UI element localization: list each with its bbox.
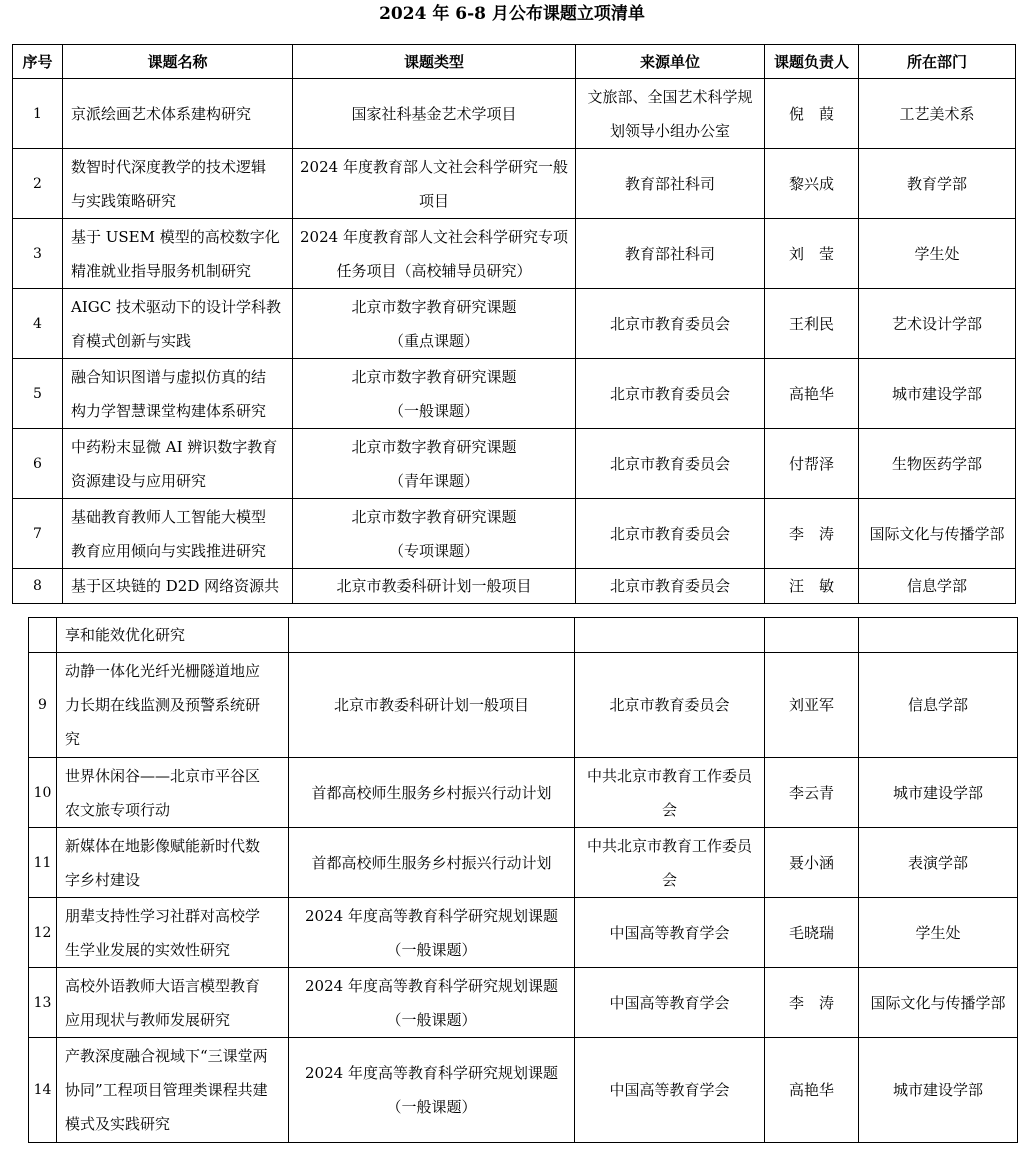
department-cell: 学生处 [859, 898, 1018, 968]
project-leader-cell: 黎兴成 [765, 149, 859, 219]
department-cell: 信息学部 [859, 653, 1018, 758]
source-unit-cell [575, 968, 765, 1038]
project-leader-cell: 李 涛 [765, 968, 859, 1038]
column-header-name: 课题名称 [63, 45, 293, 79]
project-type-line: 2024 年度高等教育科学研究规划课题 [305, 906, 558, 925]
table-row [29, 898, 1018, 968]
column-header-leader: 课题负责人 [765, 45, 859, 79]
table-row [13, 79, 1016, 149]
project-leader-cell: 刘亚军 [765, 653, 859, 758]
project-type-line: 北京市数字教育研究课题 [351, 507, 517, 526]
project-name-line: 字乡村建设 [65, 870, 141, 889]
project-leader-cell: 高艳华 [765, 359, 859, 429]
table-row [29, 1038, 1018, 1143]
project-type-cell [293, 499, 576, 569]
project-leader-cell: 李云青 [765, 758, 859, 828]
project-name-line: 数智时代深度教学的技术逻辑 [71, 157, 267, 176]
project-type-cell [289, 758, 575, 828]
source-unit-cell [575, 758, 765, 828]
row-number-cell: 4 [13, 289, 63, 359]
page-title: 2024 年 6-8 月公布课题立项清单 [379, 4, 645, 24]
row-number-cell: 2 [13, 149, 63, 219]
project-name-cell [57, 653, 289, 758]
source-unit-cell [575, 618, 765, 653]
department-cell: 信息学部 [859, 569, 1016, 604]
row-number-cell: 8 [13, 569, 63, 604]
project-leader-cell: 王利民 [765, 289, 859, 359]
row-number-cell: 9 [29, 653, 57, 758]
table-row [29, 618, 1018, 653]
source-unit-line: 北京市教育委员会 [609, 454, 730, 473]
project-name-cell [57, 828, 289, 898]
project-name-cell [63, 149, 293, 219]
project-type-line: 北京市数字教育研究课题 [351, 367, 517, 386]
project-type-line: 2024 年度教育部人文社会科学研究专项 [300, 227, 568, 246]
project-type-cell [293, 79, 576, 149]
source-unit-cell [576, 429, 765, 499]
project-type-cell [293, 569, 576, 604]
department-cell: 学生处 [859, 219, 1016, 289]
project-name-line: AIGC 技术驱动下的设计学科教 [71, 297, 281, 316]
project-type-line: 2024 年度高等教育科学研究规划课题 [305, 1064, 558, 1082]
project-name-line: 与实践策略研究 [71, 191, 177, 210]
project-table-part-2 [28, 617, 1018, 1143]
project-type-cell [293, 219, 576, 289]
column-header-no: 序号 [13, 45, 63, 79]
source-unit-cell [575, 1038, 765, 1143]
project-type-cell [289, 968, 575, 1038]
source-unit-line: 中国高等教育学会 [609, 1081, 730, 1099]
project-name-line: 基于 USEM 模型的高校数字化 [71, 227, 280, 246]
row-number-cell: 13 [29, 968, 57, 1038]
project-leader-cell: 付帮泽 [765, 429, 859, 499]
project-leader-cell: 汪 敏 [765, 569, 859, 604]
source-unit-line: 北京市教育委员会 [609, 314, 730, 333]
project-name-cell [57, 758, 289, 828]
project-type-line: 项目 [418, 191, 449, 210]
row-number-cell: 6 [13, 429, 63, 499]
project-name-cell [57, 1038, 289, 1143]
row-number-cell: 12 [29, 898, 57, 968]
table-row [13, 219, 1016, 289]
source-unit-line: 北京市教育委员会 [609, 696, 730, 714]
column-header-source: 来源单位 [576, 45, 765, 79]
project-name-line: 资源建设与应用研究 [71, 471, 207, 490]
table-row [13, 359, 1016, 429]
project-name-line: 世界休闲谷——北京市平谷区 [65, 766, 261, 785]
row-number-cell: 5 [13, 359, 63, 429]
project-type-line: 国家社科基金艺术学项目 [351, 104, 517, 123]
project-type-cell [289, 898, 575, 968]
department-cell: 表演学部 [859, 828, 1018, 898]
project-type-cell [289, 618, 575, 653]
table-row [29, 968, 1018, 1038]
project-name-line: 究 [65, 730, 81, 748]
project-name-line: 精准就业指导服务机制研究 [71, 261, 252, 280]
table-row [29, 653, 1018, 758]
table-row [13, 149, 1016, 219]
department-cell: 国际文化与传播学部 [859, 499, 1016, 569]
project-name-line: 新媒体在地影像赋能新时代数 [65, 836, 261, 855]
project-name-line: 中药粉末显微 AI 辨识数字教育 [71, 437, 278, 456]
department-cell: 工艺美术系 [859, 79, 1016, 149]
table-row [13, 569, 1016, 604]
row-number-cell: 7 [13, 499, 63, 569]
project-type-line: （一般课题） [388, 401, 479, 420]
source-unit-line: 中共北京市教育工作委员 [586, 836, 752, 855]
department-cell: 艺术设计学部 [859, 289, 1016, 359]
project-type-cell [293, 429, 576, 499]
project-type-line: 北京市教委科研计划一般项目 [336, 577, 532, 595]
source-unit-cell [576, 359, 765, 429]
row-number-cell: 10 [29, 758, 57, 828]
project-name-cell [63, 429, 293, 499]
project-leader-cell [765, 618, 859, 653]
column-header-type: 课题类型 [293, 45, 576, 79]
project-leader-cell: 倪 葭 [765, 79, 859, 149]
project-type-line: （一般课题） [386, 1010, 477, 1029]
table-row [29, 828, 1018, 898]
project-name-line: 应用现状与教师发展研究 [65, 1010, 231, 1029]
project-name-line: 朋辈支持性学习社群对高校学 [65, 906, 261, 925]
project-name-cell [57, 618, 289, 653]
project-type-line: 北京市数字教育研究课题 [351, 297, 517, 316]
project-type-cell [289, 653, 575, 758]
project-name-cell [63, 79, 293, 149]
project-name-cell [63, 569, 293, 604]
project-name-line: 产教深度融合视域下“三课堂两 [65, 1047, 268, 1065]
source-unit-line: 中国高等教育学会 [609, 993, 730, 1012]
project-type-cell [293, 359, 576, 429]
project-name-cell [63, 289, 293, 359]
source-unit-line: 北京市教育委员会 [609, 384, 730, 403]
project-type-line: 2024 年度高等教育科学研究规划课题 [305, 976, 558, 995]
project-type-line: 2024 年度教育部人文社会科学研究一般 [300, 157, 568, 176]
project-table-part-1 [12, 44, 1016, 604]
project-leader-cell: 高艳华 [765, 1038, 859, 1143]
source-unit-cell [575, 828, 765, 898]
source-unit-cell [576, 79, 765, 149]
department-cell: 教育学部 [859, 149, 1016, 219]
project-name-cell [63, 499, 293, 569]
project-type-line: 北京市数字教育研究课题 [351, 437, 517, 456]
source-unit-cell [576, 289, 765, 359]
project-leader-cell: 李 涛 [765, 499, 859, 569]
project-name-line: 农文旅专项行动 [65, 800, 171, 819]
project-type-cell [293, 149, 576, 219]
project-type-line: （青年课题） [388, 471, 479, 490]
row-number-cell: 14 [29, 1038, 57, 1143]
project-name-line: 生学业发展的实效性研究 [65, 940, 231, 959]
project-type-cell [289, 828, 575, 898]
project-type-cell [293, 289, 576, 359]
source-unit-cell [575, 898, 765, 968]
source-unit-line: 北京市教育委员会 [609, 577, 730, 595]
department-cell: 城市建设学部 [859, 359, 1016, 429]
project-name-line: 融合知识图谱与虚拟仿真的结 [71, 367, 267, 386]
source-unit-cell [576, 499, 765, 569]
project-name-line: 育模式创新与实践 [71, 331, 192, 350]
source-unit-line: 会 [661, 870, 677, 889]
project-type-cell [289, 1038, 575, 1143]
project-type-line: 任务项目（高校辅导员研究） [336, 261, 532, 280]
table-row [13, 429, 1016, 499]
project-type-line: 北京市教委科研计划一般项目 [333, 696, 529, 714]
department-cell: 城市建设学部 [859, 1038, 1018, 1143]
project-type-line: （一般课题） [386, 1098, 477, 1116]
project-name-cell [63, 219, 293, 289]
project-name-line: 京派绘画艺术体系建构研究 [71, 104, 252, 123]
project-name-line: 高校外语教师大语言模型教育 [65, 976, 261, 995]
project-type-line: 首都高校师生服务乡村振兴行动计划 [311, 853, 552, 872]
project-name-line: 构力学智慧课堂构建体系研究 [71, 401, 267, 420]
source-unit-line: 划领导小组办公室 [609, 121, 730, 140]
project-type-line: （一般课题） [386, 940, 477, 959]
project-leader-cell: 聂小涵 [765, 828, 859, 898]
department-cell: 城市建设学部 [859, 758, 1018, 828]
project-name-cell [63, 359, 293, 429]
row-number-cell: 1 [13, 79, 63, 149]
project-name-line: 力长期在线监测及预警系统研 [65, 696, 261, 714]
project-name-line: 协同”工程项目管理类课程共建 [65, 1081, 268, 1099]
project-name-cell [57, 968, 289, 1038]
project-name-cell [57, 898, 289, 968]
row-number-cell [29, 618, 57, 653]
project-name-line: 模式及实践研究 [65, 1115, 171, 1133]
project-name-line: 基于区块链的 D2D 网络资源共 [71, 577, 280, 595]
project-leader-cell: 毛晓瑞 [765, 898, 859, 968]
department-cell [859, 618, 1018, 653]
project-type-line: （专项课题） [388, 541, 479, 560]
source-unit-line: 北京市教育委员会 [609, 524, 730, 543]
source-unit-cell [576, 569, 765, 604]
table-row [13, 499, 1016, 569]
source-unit-cell [575, 653, 765, 758]
source-unit-line: 中国高等教育学会 [609, 923, 730, 942]
project-name-line: 基础教育教师人工智能大模型 [71, 507, 267, 526]
project-type-line: （重点课题） [388, 331, 479, 350]
source-unit-line: 会 [661, 800, 677, 819]
source-unit-cell [576, 149, 765, 219]
project-name-line: 享和能效优化研究 [65, 626, 186, 644]
column-header-dept: 所在部门 [859, 45, 1016, 79]
table-row [29, 758, 1018, 828]
table-header-row [13, 45, 1016, 79]
project-leader-cell: 刘 莹 [765, 219, 859, 289]
table-row [13, 289, 1016, 359]
project-type-line: 首都高校师生服务乡村振兴行动计划 [311, 783, 552, 802]
source-unit-line: 教育部社科司 [624, 174, 715, 193]
department-cell: 国际文化与传播学部 [859, 968, 1018, 1038]
source-unit-line: 文旅部、全国艺术科学规 [587, 87, 753, 106]
department-cell: 生物医药学部 [859, 429, 1016, 499]
source-unit-line: 中共北京市教育工作委员 [586, 766, 752, 785]
source-unit-line: 教育部社科司 [624, 244, 715, 263]
project-name-line: 教育应用倾向与实践推进研究 [71, 541, 267, 560]
project-name-line: 动静一体化光纤光栅隧道地应 [65, 662, 261, 680]
source-unit-cell [576, 219, 765, 289]
row-number-cell: 11 [29, 828, 57, 898]
row-number-cell: 3 [13, 219, 63, 289]
